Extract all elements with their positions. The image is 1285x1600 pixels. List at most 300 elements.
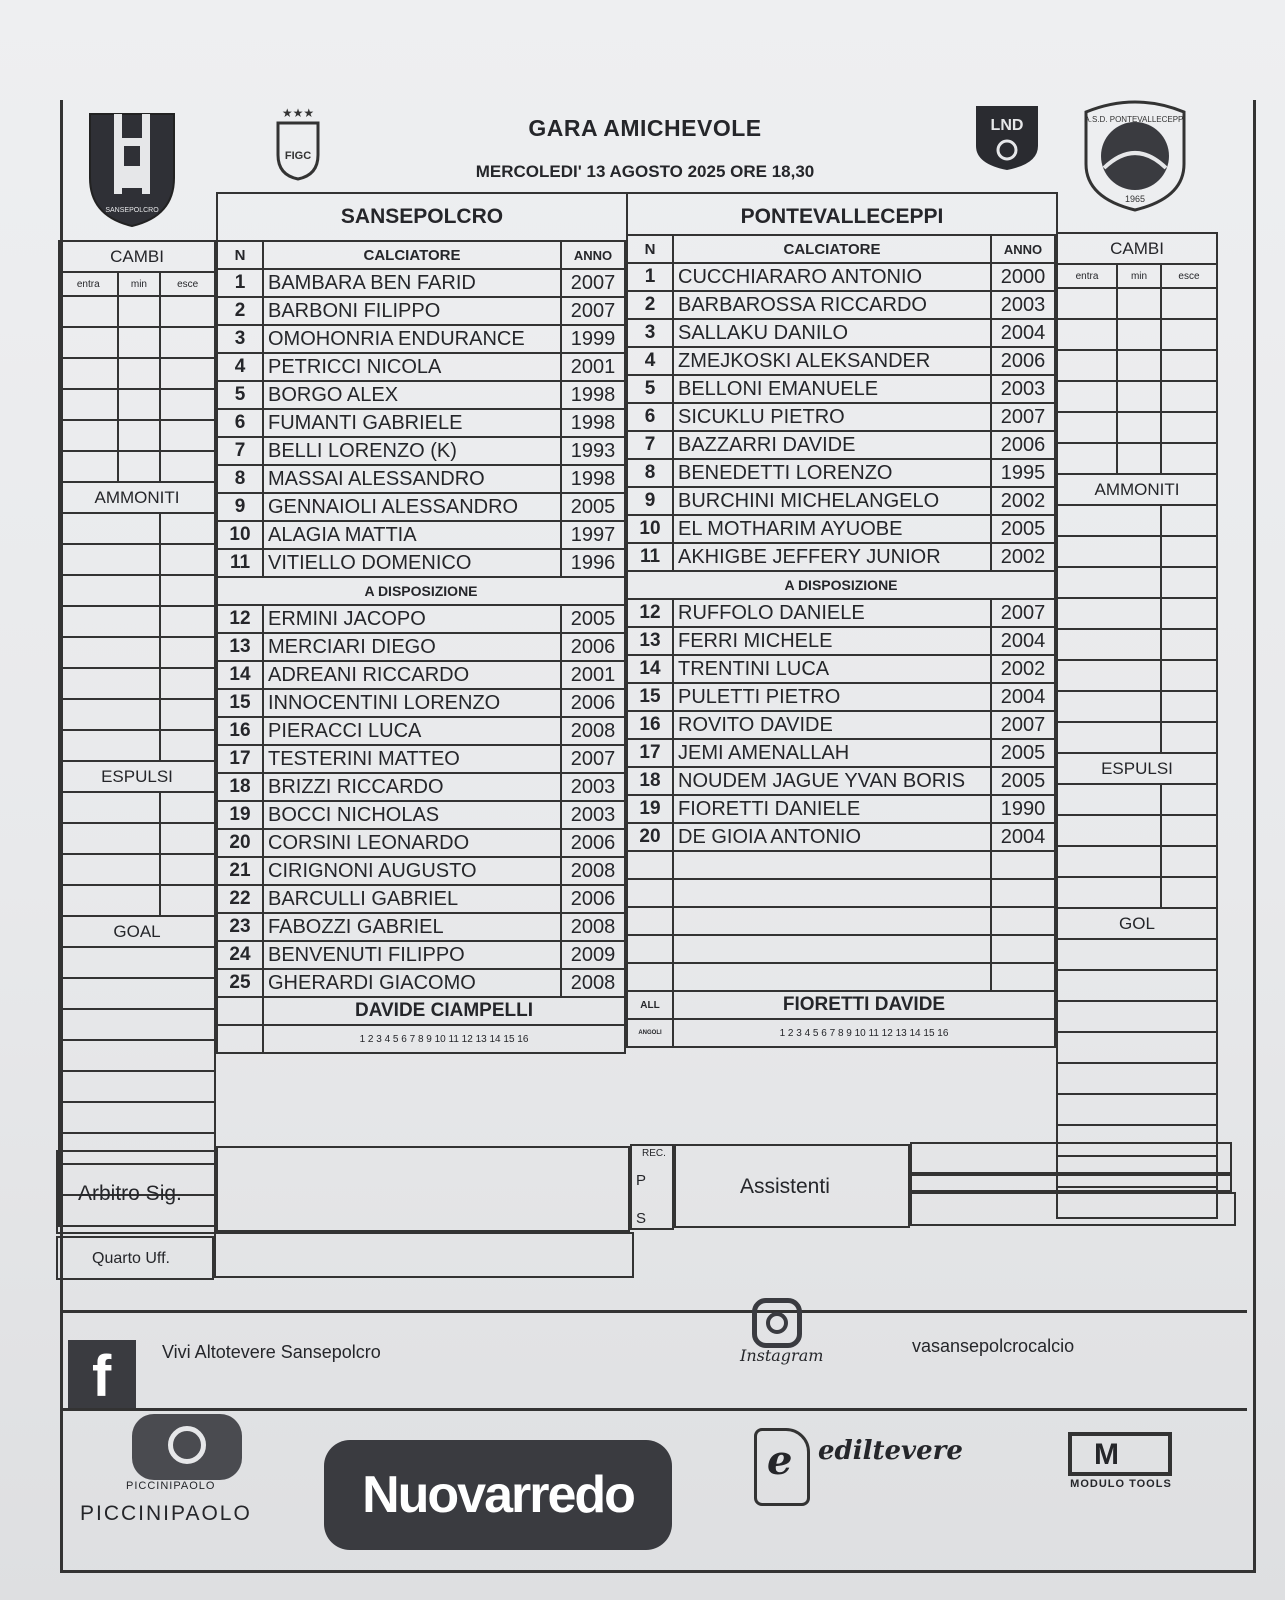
home-espulsi-cell[interactable]: [59, 885, 160, 916]
away-empty-number[interactable]: [627, 935, 673, 963]
piccini-label-bottom: PICCINIPAOLO: [80, 1502, 252, 1525]
home-player-row: [217, 633, 625, 661]
away-espulsi-cell[interactable]: [1057, 784, 1161, 815]
home-espulsi-minute-cell[interactable]: [160, 792, 215, 823]
away-empty-name[interactable]: [673, 935, 991, 963]
home-side-row: [59, 358, 215, 389]
home-espulsi-minute-cell[interactable]: [160, 823, 215, 854]
figc-label: FIGC: [284, 150, 312, 162]
home-substitution-cell[interactable]: [118, 358, 161, 389]
home-player-number: 23: [217, 913, 263, 941]
away-empty-name[interactable]: [673, 879, 991, 907]
away-player-name: RUFFOLO DANIELE: [673, 599, 991, 627]
home-player-name: ADREANI RICCARDO: [263, 661, 561, 689]
away-espulsi-minute-cell[interactable]: [1161, 784, 1217, 815]
away-ammoniti-minute-cell[interactable]: [1161, 598, 1217, 629]
away-player-row: [627, 375, 1055, 403]
away-side-row: [1057, 474, 1217, 505]
home-side-row: [59, 389, 215, 420]
away-side-row: [1057, 567, 1217, 598]
away-side-row: [1057, 264, 1217, 288]
home-player-year: 1998: [561, 465, 625, 493]
away-ammoniti-cell[interactable]: [1057, 691, 1161, 722]
away-substitution-cell[interactable]: [1057, 443, 1117, 474]
home-player-row: [217, 521, 625, 549]
home-goal-cell[interactable]: [59, 978, 215, 1009]
away-goal-cell[interactable]: [1057, 939, 1217, 970]
home-substitution-cell[interactable]: [59, 327, 118, 358]
home-player-row: [217, 717, 625, 745]
home-substitution-cell[interactable]: [118, 420, 161, 451]
away-side-row: [1057, 233, 1217, 264]
away-col-n: N: [627, 235, 673, 263]
home-side-row: [59, 420, 215, 451]
away-ammoniti-minute-cell[interactable]: [1161, 691, 1217, 722]
away-substitution-cell[interactable]: [1117, 350, 1161, 381]
home-player-name: PETRICCI NICOLA: [263, 353, 561, 381]
home-espulsi-label: ESPULSI: [59, 761, 215, 792]
away-side-row: [1057, 1001, 1217, 1032]
away-substitution-cell[interactable]: [1161, 350, 1217, 381]
rec-p-label: P: [636, 1172, 647, 1189]
home-player-row: [217, 857, 625, 885]
home-player-year: 2008: [561, 857, 625, 885]
home-player-name: FABOZZI GABRIEL: [263, 913, 561, 941]
away-coach-row: [627, 991, 1055, 1019]
home-player-year: 2008: [561, 913, 625, 941]
away-player-year: 2003: [991, 291, 1055, 319]
away-player-year: 2002: [991, 487, 1055, 515]
away-player-row: [627, 655, 1055, 683]
home-substitution-cell[interactable]: [160, 420, 215, 451]
home-substitution-cell[interactable]: [59, 296, 118, 327]
away-empty-number[interactable]: [627, 879, 673, 907]
home-player-year: 2006: [561, 885, 625, 913]
home-goal-cell[interactable]: [59, 1102, 215, 1133]
home-coach-tag: [217, 997, 263, 1025]
home-ammoniti-cell[interactable]: [59, 544, 160, 575]
home-coach-row: [217, 997, 625, 1025]
home-col-player: CALCIATORE: [263, 241, 561, 269]
assistant-2-field[interactable]: [910, 1174, 1232, 1192]
away-coach-name: FIORETTI DAVIDE: [673, 991, 1055, 1019]
away-substitution-cell[interactable]: [1057, 288, 1117, 319]
away-player-number: 3: [627, 319, 673, 347]
away-empty-year[interactable]: [991, 907, 1055, 935]
home-ammoniti-cell[interactable]: [59, 513, 160, 544]
home-substitution-cell[interactable]: [59, 451, 118, 482]
away-corners-counter[interactable]: 1 2 3 4 5 6 7 8 9 10 11 12 13 14 15 16: [673, 1019, 1055, 1047]
home-player-number: 22: [217, 885, 263, 913]
away-player-row: [627, 347, 1055, 375]
lnd-label: LND: [990, 117, 1024, 134]
away-substitution-cell[interactable]: [1117, 443, 1161, 474]
ediltevere-label: ediltevere: [818, 1436, 963, 1466]
home-espulsi-cell[interactable]: [59, 823, 160, 854]
away-crest-text: A.S.D. PONTEVALLECEPPI: [1084, 115, 1186, 124]
away-goal-cell[interactable]: [1057, 970, 1217, 1001]
home-ammoniti-cell[interactable]: [59, 637, 160, 668]
home-player-name: MASSAI ALESSANDRO: [263, 465, 561, 493]
away-player-number: 11: [627, 543, 673, 571]
away-corners-tag: ANGOLI: [627, 1019, 673, 1047]
away-side-row: [1057, 536, 1217, 567]
away-substitution-cell[interactable]: [1057, 350, 1117, 381]
home-goal-cell[interactable]: [59, 1071, 215, 1102]
home-player-row: [217, 605, 625, 633]
away-ammoniti-minute-cell[interactable]: [1161, 567, 1217, 598]
away-player-year: 2005: [991, 515, 1055, 543]
away-side-row: [1057, 877, 1217, 908]
home-goal-cell[interactable]: [59, 947, 215, 978]
away-side-row: [1057, 1094, 1217, 1125]
away-side-row: [1057, 1032, 1217, 1063]
assistants-label: Assistenti: [740, 1175, 830, 1198]
away-side-row: [1057, 722, 1217, 753]
away-ammoniti-minute-cell[interactable]: [1161, 505, 1217, 536]
away-ammoniti-minute-cell[interactable]: [1161, 536, 1217, 567]
away-empty-name[interactable]: [673, 851, 991, 879]
away-goal-cell[interactable]: [1057, 1032, 1217, 1063]
away-player-row: [627, 795, 1055, 823]
home-substitution-cell[interactable]: [160, 358, 215, 389]
away-player-year: 2006: [991, 431, 1055, 459]
away-side-row: [1057, 660, 1217, 691]
fourth-official-label: Quarto Uff.: [92, 1250, 170, 1267]
away-substitution-cell[interactable]: [1057, 412, 1117, 443]
away-empty-name[interactable]: [673, 907, 991, 935]
home-ammoniti-cell[interactable]: [59, 606, 160, 637]
home-espulsi-cell[interactable]: [59, 854, 160, 885]
away-entra-label: entra: [1057, 264, 1117, 288]
away-ammoniti-cell[interactable]: [1057, 567, 1161, 598]
home-side-row: [59, 854, 215, 885]
away-espulsi-cell[interactable]: [1057, 815, 1161, 846]
away-lineup-table: [626, 234, 1056, 1048]
away-espulsi-cell[interactable]: [1057, 877, 1161, 908]
away-side-row: [1057, 350, 1217, 381]
home-espulsi-minute-cell[interactable]: [160, 885, 215, 916]
home-corners-counter[interactable]: 1 2 3 4 5 6 7 8 9 10 11 12 13 14 15 16: [263, 1025, 625, 1053]
away-side-row: [1057, 846, 1217, 877]
away-player-row: [627, 291, 1055, 319]
home-substitution-cell[interactable]: [160, 296, 215, 327]
away-espulsi-minute-cell[interactable]: [1161, 846, 1217, 877]
home-side-row: [59, 730, 215, 761]
away-ammoniti-cell[interactable]: [1057, 536, 1161, 567]
home-side-row: [59, 1102, 215, 1133]
home-player-row: [217, 353, 625, 381]
home-espulsi-cell[interactable]: [59, 792, 160, 823]
home-substitution-cell[interactable]: [160, 327, 215, 358]
home-player-name: CIRIGNONI AUGUSTO: [263, 857, 561, 885]
home-col-year: ANNO: [561, 241, 625, 269]
away-ammoniti-minute-cell[interactable]: [1161, 629, 1217, 660]
away-side-row: [1057, 970, 1217, 1001]
home-player-row: [217, 801, 625, 829]
away-side-row: [1057, 691, 1217, 722]
home-player-row: [217, 297, 625, 325]
home-player-year: 2006: [561, 633, 625, 661]
sansepolcro-crest-icon: [84, 108, 180, 228]
home-player-name: MERCIARI DIEGO: [263, 633, 561, 661]
home-player-name: INNOCENTINI LORENZO: [263, 689, 561, 717]
home-substitution-cell[interactable]: [160, 451, 215, 482]
home-player-name: ERMINI JACOPO: [263, 605, 561, 633]
away-ammoniti-cell[interactable]: [1057, 505, 1161, 536]
home-ammoniti-minute-cell[interactable]: [160, 606, 215, 637]
away-player-year: 2004: [991, 627, 1055, 655]
rec-label: REC.: [642, 1148, 666, 1159]
away-player-row: [627, 627, 1055, 655]
home-player-year: 2003: [561, 773, 625, 801]
away-player-row: [627, 431, 1055, 459]
away-side-panel: [1056, 232, 1218, 1219]
away-goal-label: GOL: [1057, 908, 1217, 939]
home-substitution-cell[interactable]: [118, 451, 161, 482]
home-ammoniti-cell[interactable]: [59, 575, 160, 606]
away-player-row: [627, 599, 1055, 627]
home-side-row: [59, 1040, 215, 1071]
away-player-number: 7: [627, 431, 673, 459]
home-player-year: 2001: [561, 353, 625, 381]
away-empty-year[interactable]: [991, 963, 1055, 991]
home-goal-cell[interactable]: [59, 1040, 215, 1071]
away-empty-year[interactable]: [991, 851, 1055, 879]
away-goal-cell[interactable]: [1057, 1063, 1217, 1094]
home-player-number: 15: [217, 689, 263, 717]
instagram-label: Instagram: [740, 1346, 824, 1365]
modulo-tools-logo-icon: M: [1068, 1432, 1172, 1476]
away-substitution-cell[interactable]: [1161, 288, 1217, 319]
away-ammoniti-cell[interactable]: [1057, 722, 1161, 753]
away-header-row: [627, 235, 1055, 263]
assistant-3-field[interactable]: [910, 1192, 1236, 1226]
away-player-year: 2006: [991, 347, 1055, 375]
away-empty-row: [627, 963, 1055, 991]
home-player-name: BENVENUTI FILIPPO: [263, 941, 561, 969]
home-corners-row: [217, 1025, 625, 1053]
home-player-name: BARCULLI GABRIEL: [263, 885, 561, 913]
home-player-row: [217, 549, 625, 577]
away-substitution-cell[interactable]: [1161, 443, 1217, 474]
home-ammoniti-minute-cell[interactable]: [160, 575, 215, 606]
away-empty-year[interactable]: [991, 935, 1055, 963]
away-player-year: 2000: [991, 263, 1055, 291]
home-player-year: 2003: [561, 801, 625, 829]
instagram-handle: vasansepolcrocalcio: [912, 1336, 1075, 1356]
referee-field[interactable]: [216, 1146, 630, 1232]
away-player-year: 2007: [991, 711, 1055, 739]
away-side-row: [1057, 505, 1217, 536]
home-ammoniti-minute-cell[interactable]: [160, 544, 215, 575]
away-substitution-cell[interactable]: [1117, 319, 1161, 350]
home-espulsi-minute-cell[interactable]: [160, 854, 215, 885]
home-ammoniti-minute-cell[interactable]: [160, 513, 215, 544]
home-goal-cell[interactable]: [59, 1009, 215, 1040]
home-player-number: 10: [217, 521, 263, 549]
away-ammoniti-minute-cell[interactable]: [1161, 660, 1217, 691]
away-empty-number[interactable]: [627, 851, 673, 879]
home-side-row: [59, 823, 215, 854]
away-substitution-cell[interactable]: [1161, 381, 1217, 412]
home-player-row: [217, 465, 625, 493]
home-player-year: 2009: [561, 941, 625, 969]
away-player-year: 1990: [991, 795, 1055, 823]
home-player-row: [217, 829, 625, 857]
away-side-row: [1057, 443, 1217, 474]
home-player-year: 2006: [561, 829, 625, 857]
away-substitution-cell[interactable]: [1161, 412, 1217, 443]
away-ammoniti-cell[interactable]: [1057, 660, 1161, 691]
svg-text:★★★: ★★★: [281, 106, 315, 120]
fourth-official-field[interactable]: [214, 1232, 634, 1278]
home-player-year: 2008: [561, 717, 625, 745]
away-player-number: 16: [627, 711, 673, 739]
home-substitution-cell[interactable]: [59, 389, 118, 420]
home-goal-label: GOAL: [59, 916, 215, 947]
ediltevere-logo-icon: e: [754, 1428, 810, 1506]
home-ammoniti-cell[interactable]: [59, 699, 160, 730]
away-side-row: [1057, 784, 1217, 815]
away-espulsi-minute-cell[interactable]: [1161, 815, 1217, 846]
away-substitution-cell[interactable]: [1117, 288, 1161, 319]
home-side-row: [59, 916, 215, 947]
away-player-number: 1: [627, 263, 673, 291]
away-player-year: 1995: [991, 459, 1055, 487]
away-coach-tag: ALL: [627, 991, 673, 1019]
home-player-row: [217, 661, 625, 689]
away-player-row: [627, 767, 1055, 795]
away-empty-number[interactable]: [627, 963, 673, 991]
home-side-row: [59, 296, 215, 327]
home-ammoniti-cell[interactable]: [59, 668, 160, 699]
home-side-row: [59, 482, 215, 513]
away-player-year: 2007: [991, 599, 1055, 627]
home-substitution-cell[interactable]: [59, 358, 118, 389]
away-player-name: BENEDETTI LORENZO: [673, 459, 991, 487]
home-side-row: [59, 272, 215, 296]
home-ammoniti-minute-cell[interactable]: [160, 699, 215, 730]
away-player-row: [627, 543, 1055, 571]
away-player-name: PULETTI PIETRO: [673, 683, 991, 711]
home-player-year: 2006: [561, 689, 625, 717]
away-player-number: 6: [627, 403, 673, 431]
home-side-row: [59, 637, 215, 668]
away-player-number: 13: [627, 627, 673, 655]
away-player-number: 12: [627, 599, 673, 627]
away-player-row: [627, 319, 1055, 347]
away-empty-row: [627, 851, 1055, 879]
home-substitution-cell[interactable]: [118, 296, 161, 327]
away-empty-name[interactable]: [673, 963, 991, 991]
home-player-year: 1997: [561, 521, 625, 549]
home-player-year: 2008: [561, 969, 625, 997]
page-title: GARA AMICHEVOLE: [528, 115, 762, 141]
home-substitution-cell[interactable]: [118, 389, 161, 420]
home-substitution-cell[interactable]: [160, 389, 215, 420]
home-ammoniti-minute-cell[interactable]: [160, 637, 215, 668]
away-player-number: 14: [627, 655, 673, 683]
away-side-row: [1057, 598, 1217, 629]
home-side-row: [59, 761, 215, 792]
away-ammoniti-minute-cell[interactable]: [1161, 722, 1217, 753]
away-goal-cell[interactable]: [1057, 1001, 1217, 1032]
away-player-row: [627, 403, 1055, 431]
home-player-number: 8: [217, 465, 263, 493]
instagram-icon: [752, 1298, 802, 1348]
away-ammoniti-cell[interactable]: [1057, 598, 1161, 629]
home-substitution-cell[interactable]: [118, 327, 161, 358]
away-player-name: DE GIOIA ANTONIO: [673, 823, 991, 851]
home-player-number: 14: [217, 661, 263, 689]
home-player-year: 2007: [561, 297, 625, 325]
away-player-row: [627, 263, 1055, 291]
home-ammoniti-minute-cell[interactable]: [160, 730, 215, 761]
home-player-row: [217, 493, 625, 521]
away-side-row: [1057, 939, 1217, 970]
away-side-row: [1057, 753, 1217, 784]
facebook-page-name: Vivi Altotevere Sansepolcro: [162, 1342, 381, 1362]
home-ammoniti-minute-cell[interactable]: [160, 668, 215, 699]
home-player-year: 2005: [561, 493, 625, 521]
home-lineup-table: [216, 240, 626, 1054]
away-substitution-cell[interactable]: [1057, 319, 1117, 350]
away-player-name: BAZZARRI DAVIDE: [673, 431, 991, 459]
away-empty-row: [627, 879, 1055, 907]
away-empty-year[interactable]: [991, 879, 1055, 907]
away-player-name: BELLONI EMANUELE: [673, 375, 991, 403]
home-player-name: ALAGIA MATTIA: [263, 521, 561, 549]
home-ammoniti-cell[interactable]: [59, 730, 160, 761]
home-player-number: 17: [217, 745, 263, 773]
home-player-year: 1996: [561, 549, 625, 577]
away-player-number: 8: [627, 459, 673, 487]
away-substitution-cell[interactable]: [1117, 412, 1161, 443]
away-player-row: [627, 823, 1055, 851]
away-substitution-cell[interactable]: [1117, 381, 1161, 412]
away-goal-cell[interactable]: [1057, 1094, 1217, 1125]
home-player-number: 12: [217, 605, 263, 633]
away-espulsi-minute-cell[interactable]: [1161, 877, 1217, 908]
figc-badge-icon: [270, 105, 326, 181]
piccini-label-top: PICCINIPAOLO: [126, 1480, 216, 1492]
home-player-number: 9: [217, 493, 263, 521]
home-side-row: [59, 575, 215, 606]
home-bench-label: A DISPOSIZIONE: [217, 577, 625, 605]
home-player-name: GENNAIOLI ALESSANDRO: [263, 493, 561, 521]
away-substitution-cell[interactable]: [1057, 381, 1117, 412]
home-player-name: TESTERINI MATTEO: [263, 745, 561, 773]
away-esce-label: esce: [1161, 264, 1217, 288]
away-player-row: [627, 739, 1055, 767]
away-player-number: 10: [627, 515, 673, 543]
home-bench-header: [217, 577, 625, 605]
home-player-row: [217, 941, 625, 969]
away-espulsi-cell[interactable]: [1057, 846, 1161, 877]
home-substitution-cell[interactable]: [59, 420, 118, 451]
away-player-name: ROVITO DAVIDE: [673, 711, 991, 739]
away-empty-number[interactable]: [627, 907, 673, 935]
assistant-1-field[interactable]: [910, 1142, 1232, 1174]
referee-label: Arbitro Sig.: [78, 1182, 182, 1205]
away-player-name: CUCCHIARARO ANTONIO: [673, 263, 991, 291]
away-substitution-cell[interactable]: [1161, 319, 1217, 350]
home-player-year: 1993: [561, 437, 625, 465]
home-player-name: BAMBARA BEN FARID: [263, 269, 561, 297]
away-ammoniti-cell[interactable]: [1057, 629, 1161, 660]
away-player-row: [627, 487, 1055, 515]
